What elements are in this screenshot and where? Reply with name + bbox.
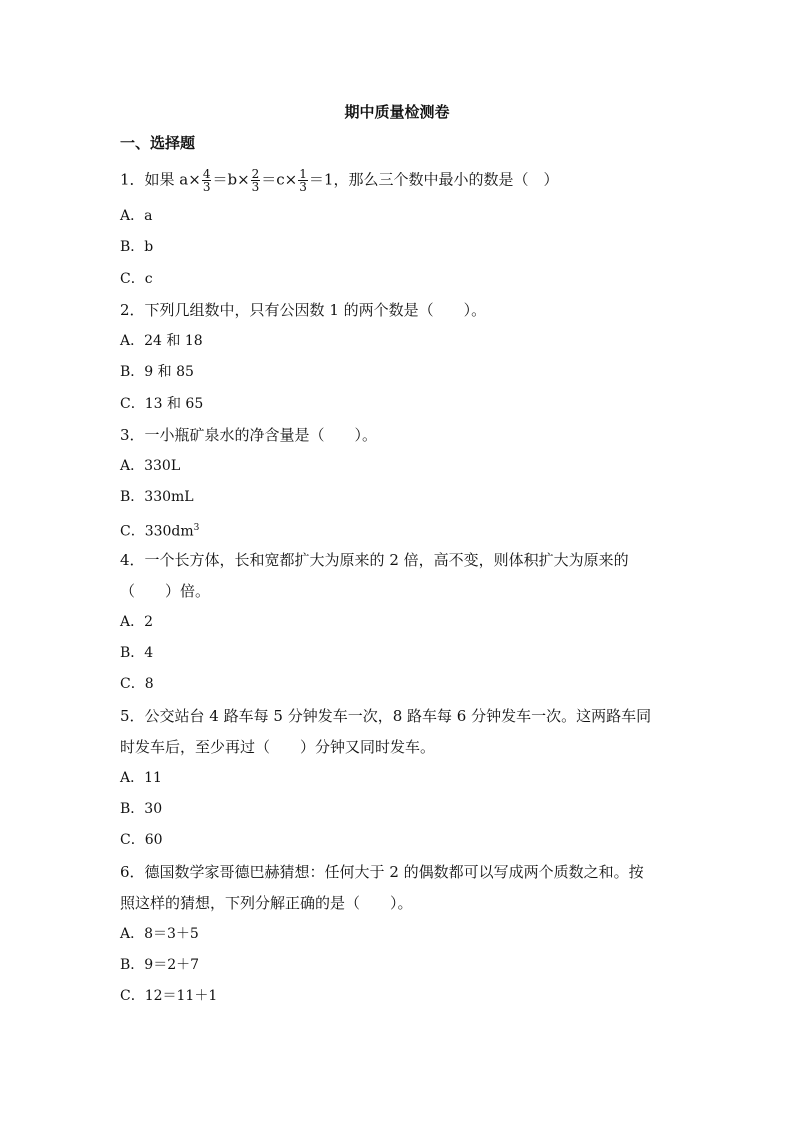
question-5-line-2: 时发车后，至少再过（ ）分钟又同时发车。 bbox=[120, 738, 436, 756]
question-1 bbox=[120, 168, 558, 193]
q3-option-b: B．330mL bbox=[120, 489, 194, 505]
q2-option-b: B．9 和 85 bbox=[120, 364, 194, 380]
q1-suffix: ＝1，那么三个数中最小的数是（ ） bbox=[308, 170, 559, 189]
question-4-line-1: 4．一个长方体，长和宽都扩大为原来的 2 倍，高不变，则体积扩大为原来的 bbox=[120, 551, 629, 569]
q6-option-a: A．8＝3＋5 bbox=[120, 926, 199, 942]
q3-option-c bbox=[120, 517, 199, 543]
fraction-2-3 bbox=[251, 168, 261, 193]
q5-option-b: B．30 bbox=[120, 801, 163, 817]
fraction-denominator: 3 bbox=[202, 180, 211, 194]
q1-option-a: A．a bbox=[120, 208, 153, 224]
question-6-line-1: 6．德国数学家哥德巴赫猜想：任何大于 2 的偶数都可以写成两个质数之和。按 bbox=[120, 863, 644, 881]
q2-option-a: A．24 和 18 bbox=[120, 333, 203, 349]
q6-option-b: B．9＝2＋7 bbox=[120, 957, 200, 973]
fraction-denominator: 3 bbox=[299, 180, 307, 194]
q6-option-c: C．12＝11＋1 bbox=[120, 988, 218, 1004]
fraction-numerator: 1 bbox=[299, 167, 307, 181]
q1-prefix: 1．如果 a× bbox=[120, 170, 201, 189]
question-6-line-2: 照这样的猜想，下列分解正确的是（ ）。 bbox=[120, 894, 413, 912]
question-4-line-2: （ ）倍。 bbox=[120, 582, 211, 600]
page-title: 期中质量检测卷 bbox=[344, 103, 450, 121]
q3-option-c-text: C．330dm bbox=[120, 523, 194, 540]
q1-option-b: B．b bbox=[120, 239, 154, 255]
question-5-line-1: 5．公交站台 4 路车每 5 分钟发车一次，8 路车每 6 分钟发车一次。这两路车同 bbox=[120, 707, 652, 725]
fraction-4-3 bbox=[202, 168, 212, 193]
q5-option-c: C．60 bbox=[120, 832, 163, 848]
q2-option-c: C．13 和 65 bbox=[120, 396, 204, 412]
q5-option-a: A．11 bbox=[120, 770, 162, 786]
fraction-numerator: 4 bbox=[202, 167, 211, 181]
q4-option-b: B．4 bbox=[120, 645, 154, 661]
q1-mid1: ＝b× bbox=[212, 170, 250, 189]
q3-option-c-superscript: 3 bbox=[193, 523, 200, 533]
question-3: 3．一小瓶矿泉水的净含量是（ ）。 bbox=[120, 426, 378, 444]
q4-option-a: A．2 bbox=[120, 614, 154, 630]
fraction-1-3 bbox=[298, 168, 308, 193]
question-2: 2．下列几组数中，只有公因数 1 的两个数是（ ）。 bbox=[120, 301, 487, 319]
fraction-denominator: 3 bbox=[251, 180, 260, 194]
q1-mid2: ＝c× bbox=[261, 170, 298, 189]
q1-option-c: C．c bbox=[120, 271, 153, 287]
q4-option-c: C．8 bbox=[120, 676, 154, 692]
section-heading: 一、选择题 bbox=[120, 134, 196, 152]
q3-option-a: A．330L bbox=[120, 458, 181, 474]
fraction-numerator: 2 bbox=[251, 167, 260, 181]
